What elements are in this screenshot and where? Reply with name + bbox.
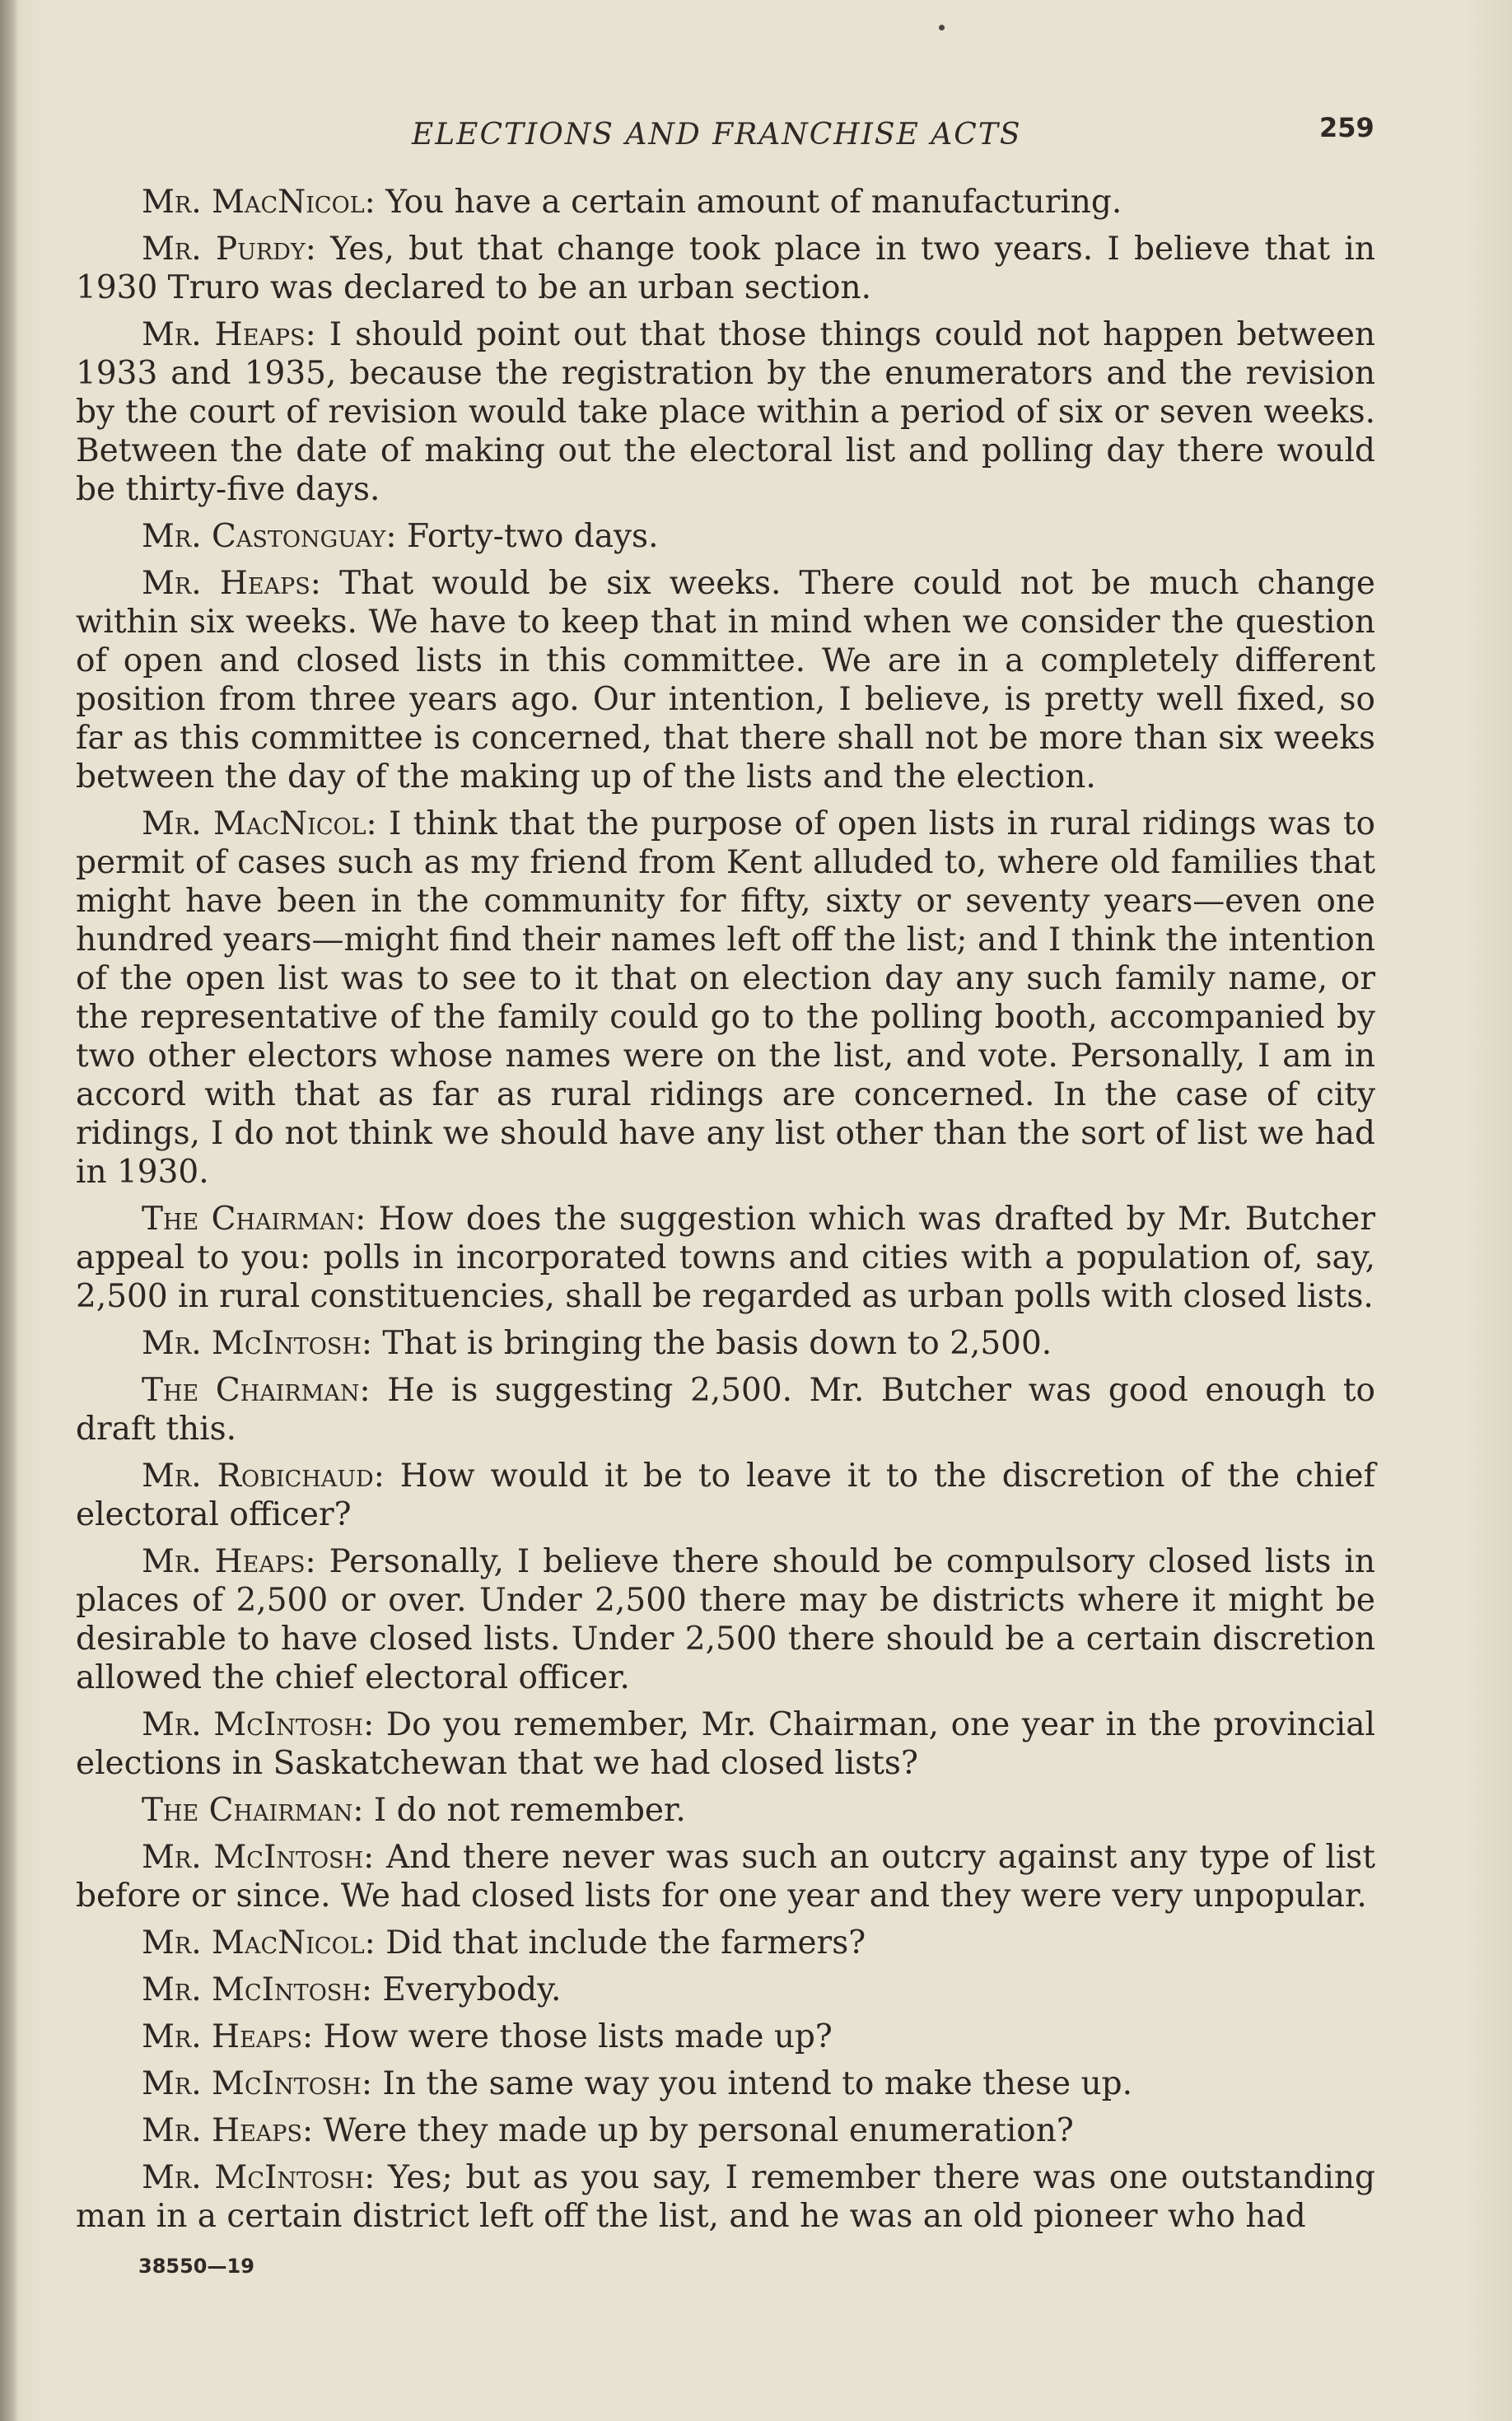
speaker-name: Mr. Robichaud: [142,1458,385,1495]
speaker-name: Mr. Heaps: [142,316,316,353]
transcript-paragraph [76,1971,1375,2009]
speech-text: I do not remember. [373,1792,686,1829]
transcript-paragraph [76,183,1375,222]
speaker-name: The Chairman: [142,1792,364,1829]
speech-text: Yes, but that change took place in two years. I believe that in 1930 Truro was declared to be an urban section. [76,231,1375,306]
page-number: 259 [1319,112,1374,143]
speech-text: How does the suggestion which was drafted by Mr. Butcher appeal to you: polls in incorporated towns and cities with a population of, say, 2,500 in rural constituencies, shall be regarded as urban polls with closed lists. [76,1201,1375,1315]
transcript-paragraph [76,1371,1375,1448]
speaker-name: Mr. McIntosh: [142,1971,373,2008]
speaker-name: Mr. McIntosh: [142,1325,373,1362]
transcript-paragraph [76,1457,1375,1534]
transcript-paragraph [76,1924,1375,1962]
speaker-name: The Chairman: [142,1372,371,1409]
transcript-paragraph [76,564,1375,796]
speaker-name: Mr. MacNicol: [142,1924,376,1962]
speaker-name: Mr. Heaps: [142,565,321,602]
page-binding-edge [0,0,18,2421]
speech-text: He is suggesting 2,500. Mr. Butcher was good enough to draft this. [76,1372,1375,1448]
speech-text: Did that include the farmers? [385,1924,866,1962]
speaker-name: Mr. Heaps: [142,2018,314,2055]
speech-text: How would it be to leave it to the discretion of the chief electoral officer? [76,1458,1375,1533]
transcript-paragraph [76,2018,1375,2056]
transcript-paragraph [76,1705,1375,1783]
speech-text: Yes; but as you say, I remember there was one outstanding man in a certain district left off the list, and he was an old pioneer who had [76,2159,1375,2235]
transcript-paragraph [76,805,1375,1192]
speech-text: Everybody. [382,1971,562,2008]
speaker-name: Mr. Castonguay: [142,518,397,555]
speech-text: That is bringing the basis down to 2,500. [382,1325,1052,1362]
speaker-name: Mr. Heaps: [142,1543,316,1580]
speaker-name: Mr. MacNicol: [142,805,377,842]
speech-text: Personally, I believe there should be compulsory closed lists in places of 2,500 or over. Under 2,500 there may be districts where it might be desirable to have closed lists. Under 2,500 there should be a certain discretion allowed the chief electoral officer. [76,1543,1375,1696]
speaker-name: Mr. McIntosh: [142,2159,376,2196]
speaker-name: Mr. McIntosh: [142,1839,375,1876]
transcript-paragraph [76,2158,1375,2236]
transcript-body [76,183,1375,2244]
transcript-paragraph [76,230,1375,307]
speech-text: Do you remember, Mr. Chairman, one year in the provincial elections in Saskatchewan that we had closed lists? [76,1706,1375,1782]
transcript-paragraph [76,2064,1375,2103]
speech-text: And there never was such an outcry against any type of list before or since. We had closed lists for one year and they were very unpopular. [76,1839,1375,1915]
transcript-paragraph [76,1200,1375,1316]
speech-text: How were those lists made up? [323,2018,833,2055]
transcript-paragraph [76,1324,1375,1363]
speech-text: You have a certain amount of manufacturing. [385,184,1122,221]
speech-text: I should point out that those things could not happen between 1933 and 1935, because the registration by the enumerators and the revision by the court of revision would take place within a period of six or seven weeks. Between the date of making out the electoral list and polling day there would be thirty-five days. [76,316,1376,508]
printer-signature-code: 38550—19 [138,2255,254,2278]
speech-text: In the same way you intend to make these up. [382,2065,1132,2102]
speaker-name: Mr. MacNicol: [142,184,376,221]
transcript-paragraph [76,1791,1375,1830]
speech-text: Forty-two days. [406,518,659,555]
speaker-name: Mr. Purdy: [142,231,316,268]
speech-text: That would be six weeks. There could not be much change within six weeks. We have to keep that in mind when we consider the question of open and closed lists in this committee. We are in a completely different position from three years ago. Our intention, I believe, is pretty well fixed, so far as this committee is concerned, that there shall not be more than six weeks between the day of the making up of the lists and the election. [76,565,1376,795]
transcript-paragraph [76,2111,1375,2150]
print-speck [939,25,945,30]
speaker-name: Mr. McIntosh: [142,1706,375,1743]
running-head: ELECTIONS AND FRANCHISE ACTS [412,118,1022,152]
transcript-paragraph [76,1838,1375,1915]
speaker-name: The Chairman: [142,1201,366,1238]
speech-text: I think that the purpose of open lists in rural ridings was to permit of cases such as my friend from Kent alluded to, where old families that might have been in the community for fifty, sixty or seventy years—even one hundred years—might find their names left off the list; and I think the intention of the open list was to see to it that on election day any such family name, or the representative of the family could go to the polling booth, accompanied by two other electors whose names were on the list, and vote. Personally, I am in accord with that as far as rural ridings are concerned. In the case of city ridings, I do not think we should have any list other than the sort of list we had in 1930. [76,805,1375,1191]
speaker-name: Mr. McIntosh: [142,2065,373,2102]
transcript-paragraph [76,517,1375,556]
speaker-name: Mr. Heaps: [142,2112,314,2149]
speech-text: Were they made up by personal enumeration? [323,2112,1074,2149]
transcript-paragraph [76,1542,1375,1697]
transcript-paragraph [76,315,1375,509]
